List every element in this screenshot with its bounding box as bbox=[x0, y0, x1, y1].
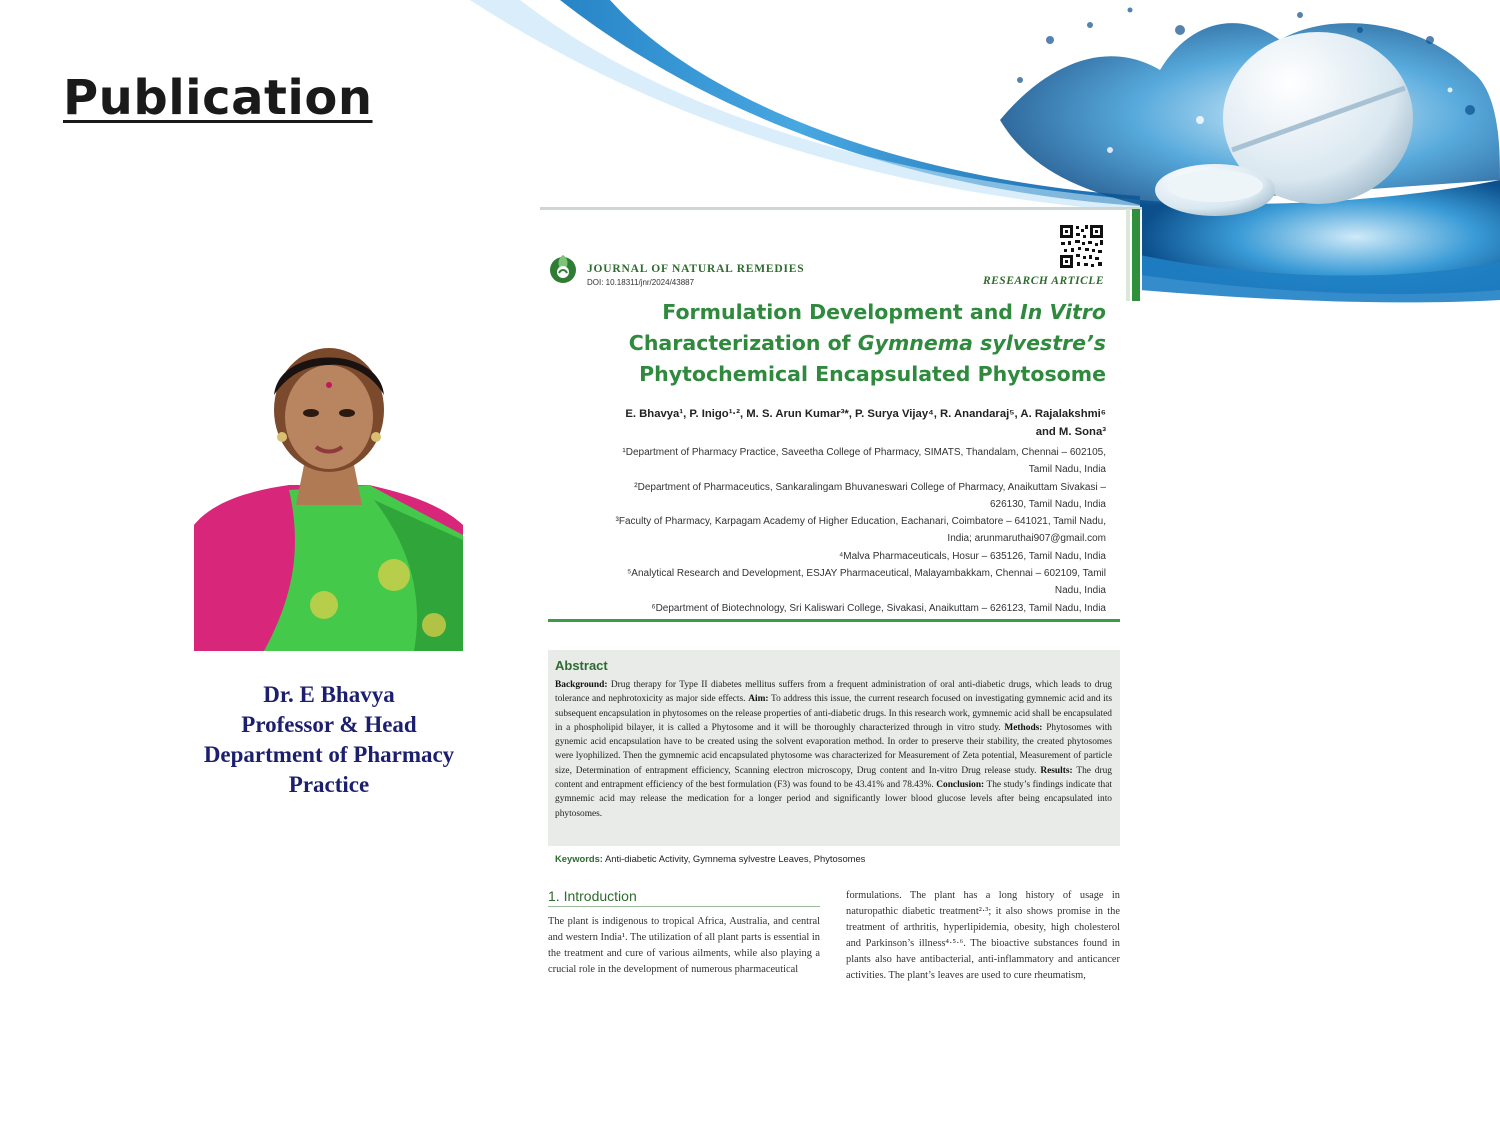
keywords-label: Keywords: bbox=[555, 853, 603, 864]
paper-top-rule bbox=[540, 207, 1142, 210]
person-name: Dr. E Bhavya bbox=[263, 682, 395, 707]
abstract-results-label: Results: bbox=[1040, 765, 1073, 776]
journal-leaf-icon bbox=[547, 251, 579, 285]
abstract-results-text: The drug content and entrapment efficiency of the best formulation (F3) was found to be 43.41% and 78.43%. bbox=[555, 765, 1112, 791]
paper-title-line2-italic: Gymnema sylvestre’s bbox=[857, 331, 1106, 355]
authors-line1: E. Bhavya¹, P. Inigo¹·², M. S. Arun Kumar³*, P. Surya Vijay⁴, R. Anandaraj⁵, A. Rajalakshmi⁶ bbox=[625, 408, 1106, 420]
paper-title-line1 bbox=[586, 297, 1106, 328]
paper-title-line2-text: Characterization of bbox=[628, 331, 858, 355]
abstract-aim-label: Aim: bbox=[748, 694, 769, 705]
affiliation-line: Nadu, India bbox=[1054, 585, 1106, 597]
abstract-body bbox=[555, 678, 1112, 821]
paper-side-band-light bbox=[1126, 209, 1130, 301]
introduction-left-column: The plant is indigenous to tropical Africa, Australia, and central and western India¹. The utilization of all plant parts is essential in the treatment and cure of various ailments, while also playing a crucial role in the development of numerous pharmaceutical bbox=[548, 916, 820, 975]
paper-authors bbox=[546, 405, 1106, 441]
authors-line2: and M. Sona³ bbox=[1035, 426, 1106, 438]
paper-title-line1-italic: In Vitro bbox=[1020, 300, 1106, 324]
paper-title-line3: Phytochemical Encapsulated Phytosome bbox=[639, 362, 1106, 386]
abstract-box bbox=[548, 650, 1120, 846]
abstract-conclusion-text: The study’s findings indicate that gymnemic acid may release the medication for a longer period and significantly lower blood glucose levels after being encapsulated into phytosomes. bbox=[555, 780, 1112, 819]
affiliation-line: Tamil Nadu, India bbox=[1028, 464, 1106, 476]
abstract-heading: Abstract bbox=[555, 658, 608, 673]
paper-keywords bbox=[555, 853, 865, 864]
affiliation-line: ⁴Malva Pharmaceuticals, Hosur – 635126, Tamil Nadu, India bbox=[838, 550, 1106, 562]
affiliation-line: India; arunmaruthai907@gmail.com bbox=[947, 533, 1106, 545]
affiliation-line: ⁶Department of Biotechnology, Sri Kaliswari College, Sivakasi, Anaikuttam – 626123, Tamil Nadu, India bbox=[651, 602, 1106, 614]
profile-photo bbox=[194, 325, 463, 651]
introduction-heading-rule bbox=[548, 906, 820, 907]
abstract-methods-text: Phytosomes with gynemic acid encapsulation have to be created using the solvent evaporation method. In order to preserve their stability, the created phytosomes were lyophilized. Then the gymnemic acid encapsulated phytosome was characterized for Measurement of Zeta potential, Measurement of particle size, Determination of entrapment efficiency, Scanning electron microscopy, Drug content and In-vitro Drug release study. bbox=[555, 722, 1112, 776]
paper-affiliations bbox=[546, 445, 1106, 618]
qr-code-icon bbox=[1058, 223, 1105, 270]
abstract-methods-label: Methods: bbox=[1004, 722, 1043, 733]
abstract-conclusion-label: Conclusion: bbox=[936, 780, 985, 791]
slide-title: Publication bbox=[63, 70, 373, 126]
person-role: Professor & Head bbox=[241, 712, 417, 737]
paper-title-line2 bbox=[586, 328, 1106, 359]
affiliation-line: ²Department of Pharmaceutics, Sankaralingam Bhuvaneswari College of Pharmacy, Anaikuttam Sivakasi – bbox=[634, 481, 1106, 493]
person-dept-line2: Practice bbox=[288, 772, 370, 797]
article-type-label: RESEARCH ARTICLE bbox=[982, 275, 1104, 287]
affiliation-line: ⁵Analytical Research and Development, ESJAY Pharmaceutical, Malayambakkam, Chennai – 602109, Tamil bbox=[627, 568, 1106, 580]
affiliation-divider bbox=[548, 619, 1120, 622]
journal-doi: DOI: 10.18311/jnr/2024/43887 bbox=[587, 278, 695, 287]
introduction-heading: 1. Introduction bbox=[548, 888, 637, 904]
abstract-background-text: Drug therapy for Type II diabetes mellitus suffers from a frequent administration of oral anti-diabetic drugs, which leads to drug tolerance and nephrotoxicity as major side effects. bbox=[555, 680, 1112, 705]
abstract-background-label: Background: bbox=[555, 680, 608, 690]
affiliation-line: 626130, Tamil Nadu, India bbox=[989, 498, 1106, 510]
introduction-right-column: formulations. The plant has a long history of usage in naturopathic diabetic treatment²·³; it also shows promise in the treatment of arthritis, hyperlipidemia, obesity, high cholesterol and Parkinson’s illness⁴·⁵·⁶. The bioactive substances found in plants also have antibacterial, anti-inflammatory and anticancer activities. The plant’s leaves are used to cure rheumatism, bbox=[846, 890, 1120, 981]
paper-title-line1-text: Formulation Development and bbox=[662, 300, 1021, 324]
paper-side-band bbox=[1132, 209, 1140, 301]
publication-page bbox=[540, 207, 1142, 1007]
affiliation-line: ³Faculty of Pharmacy, Karpagam Academy of Higher Education, Eachanari, Coimbatore – 641021, Tamil Nadu, bbox=[615, 516, 1106, 528]
keywords-text: Anti-diabetic Activity, Gymnema sylvestre Leaves, Phytosomes bbox=[602, 853, 866, 864]
journal-name: JOURNAL OF NATURAL REMEDIES bbox=[587, 263, 805, 275]
affiliation-line: ¹Department of Pharmacy Practice, Saveetha College of Pharmacy, SIMATS, Thandalam, Chennai – 602105, bbox=[622, 447, 1106, 458]
paper-title bbox=[586, 297, 1106, 390]
abstract-aim-text: To address this issue, the current research focused on investigating gymnemic acid and its subsequent encapsulation in phytosomes on the release properties of anti-diabetic drugs. In this research work, gymnemic acid shall be encapsulated in a phospholipid bilayer, it is called a Phytosome and it will be thoroughly characterized through in vitro study. bbox=[555, 694, 1112, 733]
person-caption bbox=[150, 680, 508, 800]
person-dept-line1: Department of Pharmacy bbox=[203, 742, 455, 767]
